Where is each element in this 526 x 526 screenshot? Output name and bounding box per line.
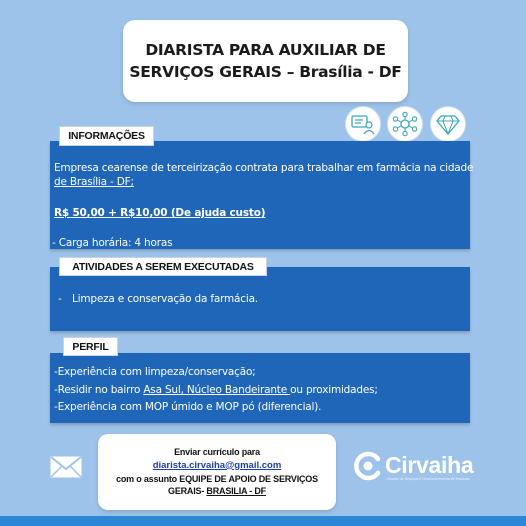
network-nodes-icon bbox=[387, 106, 423, 142]
informacoes-box bbox=[50, 141, 474, 249]
title-line-1: DIARISTA PARA AUXILIAR DE bbox=[145, 41, 386, 59]
bottom-strip bbox=[0, 516, 526, 526]
contact-subject-location: BRASILIA - DF bbox=[206, 486, 266, 497]
perfil-label: PERFIL bbox=[63, 337, 118, 356]
contact-card bbox=[98, 434, 336, 510]
contact-subject-line-1: com o assunto EQUIPE DE APOIO DE SERVIÇOS bbox=[116, 473, 318, 484]
contact-intro: Enviar currículo para bbox=[174, 447, 260, 458]
perfil-line-1: -Experiência com limpeza/conservação; bbox=[54, 366, 256, 378]
envelope-icon bbox=[50, 456, 82, 483]
info-salary: R$ 50,00 + R$10,00 (De ajuda custo) bbox=[54, 207, 266, 219]
perfil-line-3: -Experiência com MOP úmido e MOP pó (diferencial). bbox=[54, 401, 322, 413]
logo-tagline: Gestão de Serviços e Desenvolvimento de Pessoas bbox=[387, 477, 470, 481]
atividades-bullet: - bbox=[58, 293, 62, 305]
title-line-2: SERVIÇOS GERAIS – Brasília - DF bbox=[129, 63, 402, 81]
perfil-neighborhoods: Asa Sul, Núcleo Bandeirante bbox=[143, 384, 291, 396]
atividades-label: ATIVIDADES A SEREM EXECUTADAS bbox=[59, 257, 267, 276]
atividades-box bbox=[50, 267, 470, 331]
contact-subject-line-2 bbox=[168, 485, 266, 498]
diamond-icon bbox=[430, 106, 466, 142]
perfil-line-2 bbox=[54, 383, 378, 397]
info-location: de Brasília - DF; bbox=[54, 176, 134, 188]
logo-name: Cirvaiha bbox=[385, 452, 474, 478]
person-id-icon bbox=[345, 106, 381, 142]
perfil-line-2-pre: -Residir no bairro bbox=[54, 384, 144, 396]
contact-subject-pre: GERAIS- bbox=[168, 486, 207, 497]
perfil-line-2-post: ou proximidades; bbox=[290, 384, 378, 396]
cirvaiha-logo-icon bbox=[353, 451, 383, 486]
perfil-box bbox=[50, 353, 470, 423]
atividades-item: Limpeza e conservação da farmácia. bbox=[72, 293, 258, 305]
info-hours: - Carga horária: 4 horas bbox=[52, 237, 173, 249]
info-line-2 bbox=[54, 175, 134, 189]
title-card bbox=[123, 20, 408, 102]
info-line-1: Empresa cearense de terceirização contrata para trabalhar em farmácia na cidade bbox=[54, 162, 474, 174]
contact-email-link[interactable]: diarista.cirvaiha@gmail.com bbox=[152, 459, 282, 471]
informacoes-label: INFORMAÇÕES bbox=[59, 126, 154, 146]
